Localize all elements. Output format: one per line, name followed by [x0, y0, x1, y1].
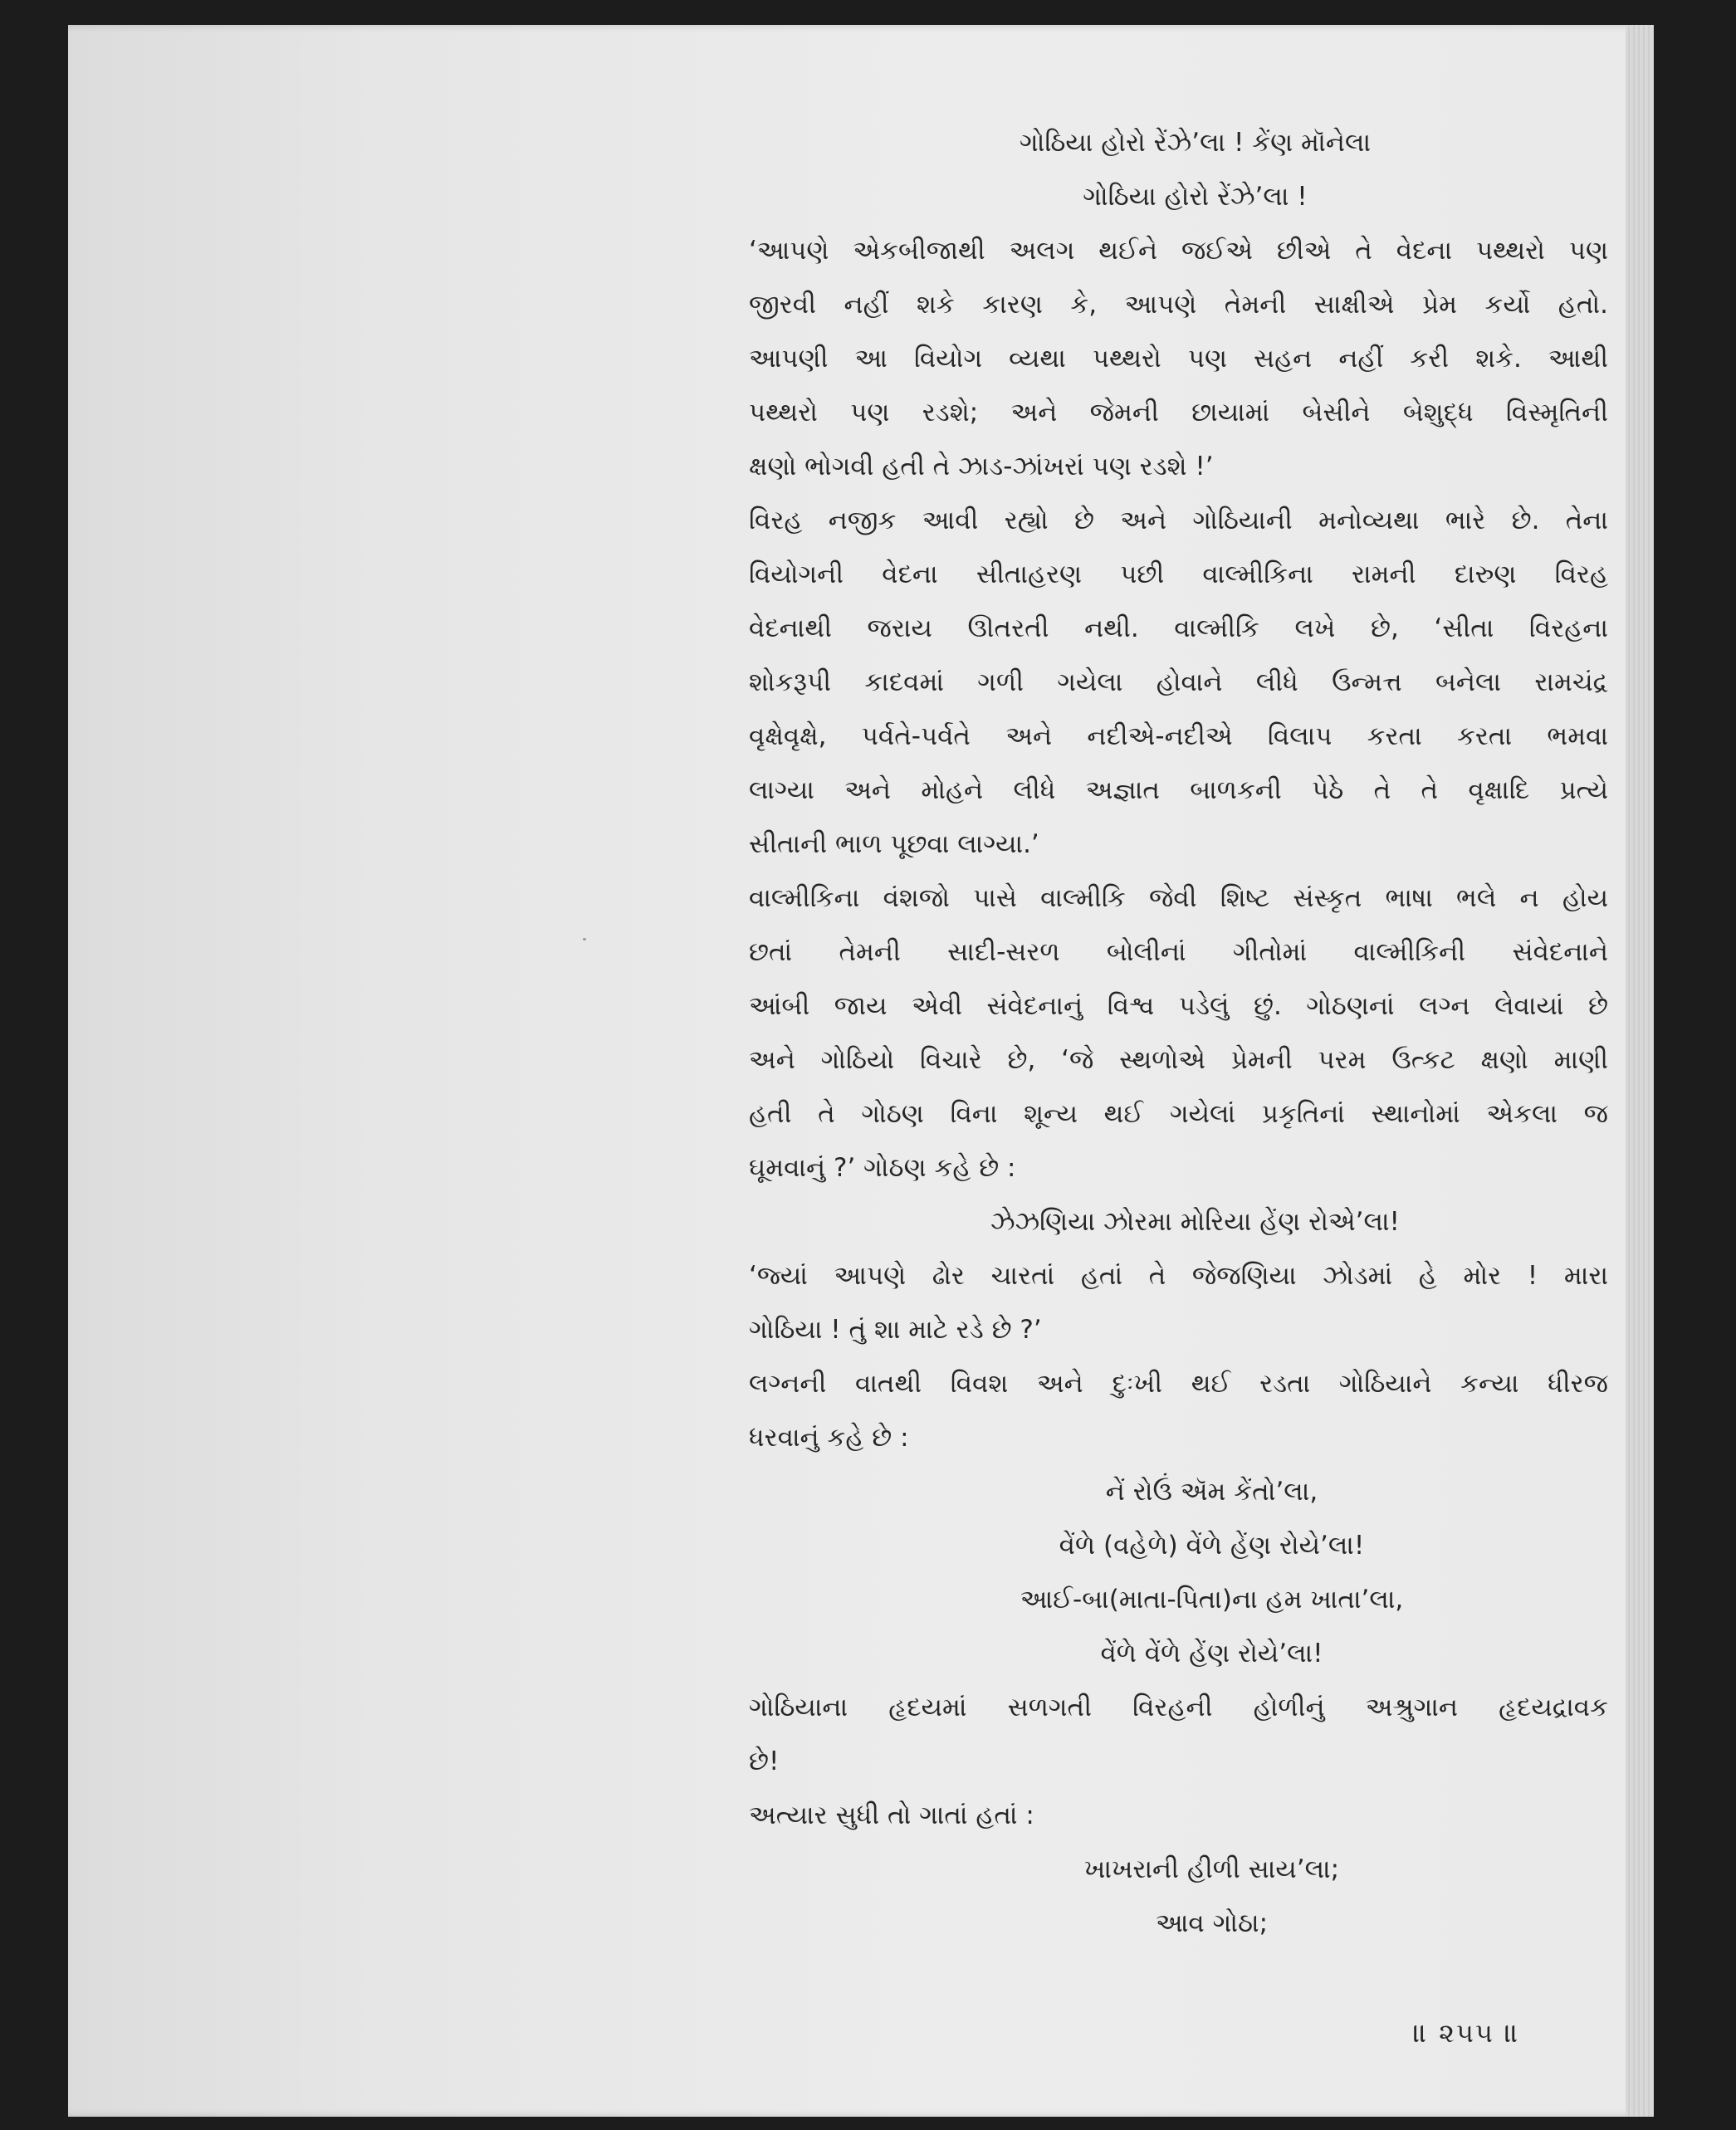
prose-paragraph	[749, 1357, 1608, 1465]
text-line: ધરવાનું કહે છે :	[749, 1423, 909, 1453]
text-line: વિયોગની વેદના સીતાહરણ પછી વાલ્મીકિના રામની દારુણ વિરહ	[749, 559, 1608, 589]
text-line: અને ગોઠિયો વિચારે છે, ‘જે સ્થળોએ પ્રેમની પરમ ઉત્કટ ક્ષણો માણી	[749, 1045, 1608, 1075]
text-line: ક્ષણો ભોગવી હતી તે ઝાડ-ઝાંખરાં પણ રડશે !’	[749, 452, 1214, 481]
verse-line: ગોઠિયા હોરો રેંઝે’લા !	[1083, 182, 1308, 212]
verse-block	[749, 116, 1608, 224]
text-line: ‘આપણે એકબીજાથી અલગ થઈને જઈએ છીએ તે વેદના પથ્થરો પણ	[749, 236, 1608, 266]
verse-line: આવ ગોઠા;	[1155, 1908, 1269, 1938]
verse-block	[749, 1465, 1608, 1681]
text-line: હતી તે ગોઠણ વિના શૂન્ય થઈ ગયેલાં પ્રકૃતિનાં સ્થાનોમાં એકલા જ	[749, 1099, 1608, 1129]
page-edge-stack	[1626, 25, 1654, 2117]
verse-block	[749, 1843, 1608, 1951]
text-line: સીતાની ભાળ પૂછવા લાગ્યા.’	[749, 829, 1039, 859]
text-line: અત્યાર સુધી તો ગાતાં હતાં :	[749, 1800, 1034, 1830]
text-line: વાલ્મીકિના વંશજો પાસે વાલ્મીકિ જેવી શિષ્ટ સંસ્કૃત ભાષા ભલે ન હોય	[749, 883, 1608, 913]
text-line: શોકરૂપી કાદવમાં ગળી ગયેલા હોવાને લીધે ઉન્મત્ત બનેલા રામચંદ્ર	[749, 667, 1608, 697]
prose-paragraph	[749, 494, 1608, 872]
text-line: લગ્નની વાતથી વિવશ અને દુઃખી થઈ રડતા ગોઠિયાને કન્યા ધીરજ	[749, 1369, 1608, 1399]
verse-line: વેંળે વેંળે હેંણ રોયે’લા!	[1100, 1639, 1323, 1668]
text-line: જીરવી નહીં શકે કારણ કે, આપણે તેમની સાક્ષીએ પ્રેમ કર્યો હતો.	[749, 290, 1608, 320]
prose-paragraph	[749, 224, 1608, 494]
text-line: પથ્થરો પણ રડશે; અને જેમની છાયામાં બેસીને બેશુદ્ધ વિસ્મૃતિની	[749, 398, 1608, 427]
page-number: ॥ ૨૫૫ ॥	[1413, 2017, 1520, 2049]
text-line: વૃક્ષેવૃક્ષે, પર્વતે-પર્વતે અને નદીએ-નદીએ વિલાપ કરતા કરતા ભમવા	[749, 721, 1608, 751]
text-line: આંબી જાય એવી સંવેદનાનું વિશ્વ પડેલું છું. ગોઠણનાં લગ્ન લેવાયાં છે	[749, 991, 1608, 1021]
text-line: ગોઠિયાના હૃદયમાં સળગતી વિરહની હોળીનું અશ્રુગાન હૃદયદ્રાવક	[749, 1693, 1608, 1722]
text-line: ઘૂમવાનું ?’ ગોઠણ કહે છે :	[749, 1153, 1016, 1183]
prose-paragraph	[749, 1249, 1608, 1357]
prose-paragraph	[749, 1789, 1608, 1843]
text-line: છતાં તેમની સાદી-સરળ બોલીનાં ગીતોમાં વાલ્મીકિની સંવેદનાને	[749, 937, 1608, 967]
text-line: લાગ્યા અને મોહને લીધે અજ્ઞાત બાળકની પેઠે તે તે વૃક્ષાદિ પ્રત્યે	[749, 775, 1608, 805]
verse-line: નેં રોઉં ઍમ કેંતો’લા,	[1105, 1477, 1318, 1507]
verse-line: ખાખરાની હીળી સાય’લા;	[1083, 1854, 1340, 1884]
prose-paragraph	[749, 1681, 1608, 1789]
text-line: ‘જ્યાં આપણે ઢોર ચારતાં હતાં તે જેજણિયા ઝોડમાં હે મોર ! મારા	[749, 1261, 1608, 1291]
text-line: છે!	[749, 1747, 780, 1776]
verse-line: વેંળે (વહેળે) વેંળે હેંણ રોયે’લા!	[1059, 1531, 1365, 1561]
text-line: આપણી આ વિયોગ વ્યથા પથ્થરો પણ સહન નહીં કરી શકે. આથી	[749, 344, 1608, 374]
text-line: વેદનાથી જરાય ઊતરતી નથી. વાલ્મીકિ લખે છે, ‘સીતા વિરહના	[749, 613, 1608, 643]
verse-line: ઝેઝણિયા ઝોરમા મોરિયા હેંણ રોએ’લા!	[990, 1207, 1400, 1237]
paper-speck	[583, 938, 586, 940]
text-line: ગોઠિયા ! તું શા માટે રડે છે ?’	[749, 1315, 1042, 1345]
text-line: વિરહ નજીક આવી રહ્યો છે અને ગોઠિયાની મનોવ્યથા ભારે છે. તેના	[749, 506, 1608, 535]
verse-line: ગોઠિયા હોરો રેંઝે’લા ! કેંણ મૉનેલા	[1019, 128, 1372, 158]
verse-line: આઈ-બા(માતા-પિતા)ના હમ ખાતા’લા,	[1020, 1585, 1404, 1615]
page-body-text	[749, 116, 1608, 1951]
verse-block	[749, 1195, 1608, 1249]
prose-paragraph	[749, 872, 1608, 1195]
book-page	[68, 25, 1654, 2117]
